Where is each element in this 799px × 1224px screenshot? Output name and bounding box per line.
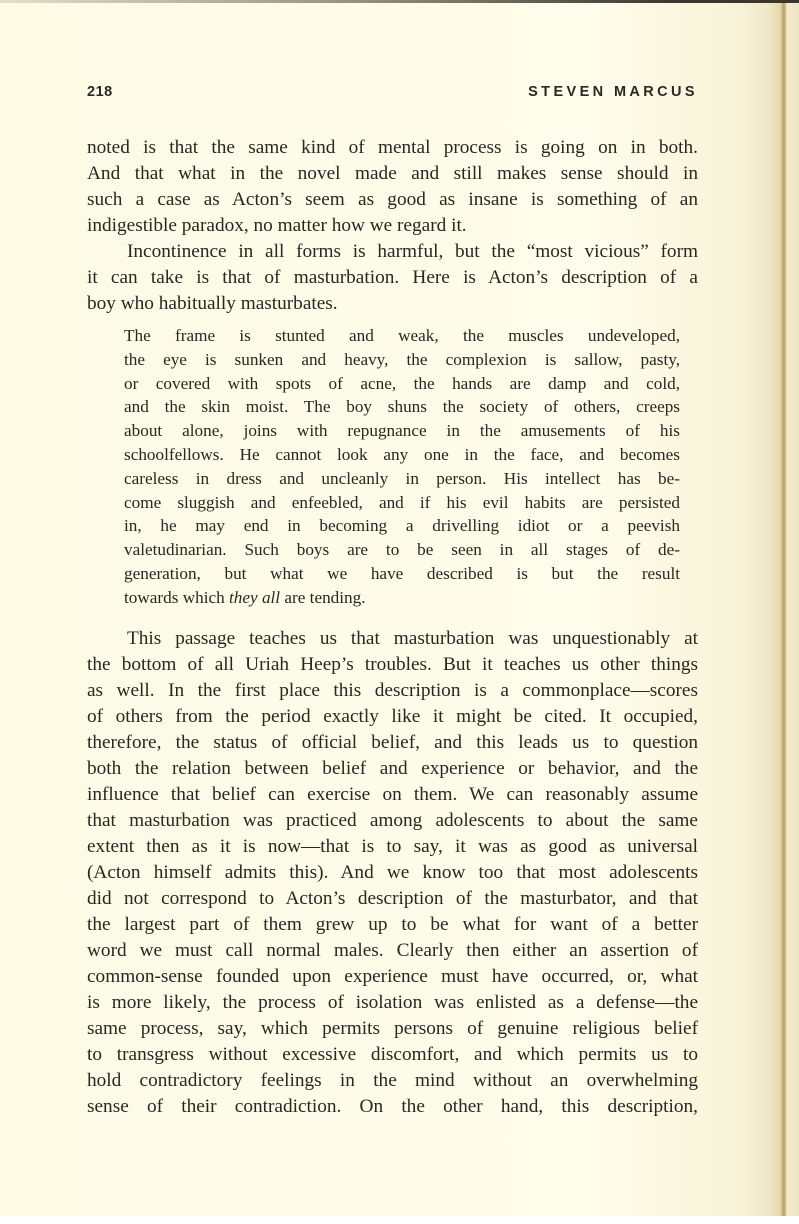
text-line: of others from the period exactly like it might be cited. It occupied, [87,706,698,727]
quote-line: The frame is stunted and weak, the muscles undeveloped, [124,326,680,345]
text-line: hold contradictory feelings in the mind without an overwhelming [87,1070,698,1091]
paragraph-main [87,626,698,1120]
text-line: noted is that the same kind of mental process is going on in both. [87,137,698,158]
text-line: as well. In the first place this description is a commonplace—scores [87,680,698,701]
text-line: the largest part of them grew up to be what for want of a better [87,914,698,935]
text-line: such a case as Acton’s seem as good as insane is something of an [87,189,698,210]
text-line: indigestible paradox, no matter how we regard it. [87,215,467,236]
text-line: This passage teaches us that masturbation was unquestionably at [127,628,698,649]
text-line: common-sense founded upon experience must have occurred, or, what [87,966,698,987]
text-line: both the relation between belief and experience or behavior, and the [87,758,698,779]
text-line: therefore, the status of official belief, and this leads us to question [87,732,698,753]
text-line: influence that belief can exercise on them. We can reasonably assume [87,784,698,805]
quote-emphasis: they all [229,587,281,607]
quote-line: valetudinarian. Such boys are to be seen in all stages of de- [124,540,680,560]
quote-line: in, he may end in becoming a drivelling idiot or a peevish [124,516,680,536]
quote-line: schoolfellows. He cannot look any one in the face, and becomes [124,444,680,464]
text-line: it can take is that of masturbation. Here is Acton’s description of a [87,267,698,288]
quote-line: careless in dress and uncleanly in person. His intellect has be- [124,468,680,488]
text-line: boy who habitually masturbates. [87,293,338,314]
quote-line: the eye is sunken and heavy, the complexion is sallow, pasty, [124,349,680,369]
text-line: Incontinence in all forms is harmful, but the “most vicious” form [127,241,698,262]
quote-text: are tending. [280,587,366,607]
page-number: 218 [87,84,113,100]
page-top-shadow [0,0,799,3]
text-line: extent then as it is now—that is to say, it was as good as universal [87,836,698,857]
text-line: is more likely, the process of isolation was enlisted as a defense—the [87,992,698,1013]
quote-last-line [124,586,680,610]
running-title: STEVEN MARCUS [528,84,698,100]
text-line: did not correspond to Acton’s description of the masturbator, and that [87,888,698,909]
paragraph-intro [87,239,698,317]
text-line: to transgress without excessive discomfort, and which permits us to [87,1044,698,1065]
text-line: And that what in the novel made and still makes sense should in [87,163,698,184]
running-head [87,84,698,104]
quote-line: about alone, joins with repugnance in the amusements of his [124,421,680,441]
quote-line: or covered with spots of acne, the hands are damp and cold, [124,373,680,393]
text-line: that masturbation was practiced among adolescents to about the same [87,810,698,831]
paragraph-continued [87,135,698,239]
text-line: same process, say, which permits persons of genuine religious belief [87,1018,698,1039]
text-line: sense of their contradiction. On the other hand, this description, [87,1096,698,1117]
page-bottom-edge [0,1216,799,1224]
quote-line: and the skin moist. The boy shuns the society of others, creeps [124,397,680,417]
text-line: (Acton himself admits this). And we know too that most adolescents [87,862,698,883]
quote-line: generation, but what we have described is but the result [124,563,680,583]
block-quote [124,324,680,610]
text-line: word we must call normal males. Clearly then either an assertion of [87,940,698,961]
quote-text: towards which [124,587,230,607]
text-line: the bottom of all Uriah Heep’s troubles. But it teaches us other things [87,654,698,675]
quote-line: come sluggish and enfeebled, and if his evil habits are persisted [124,492,680,512]
